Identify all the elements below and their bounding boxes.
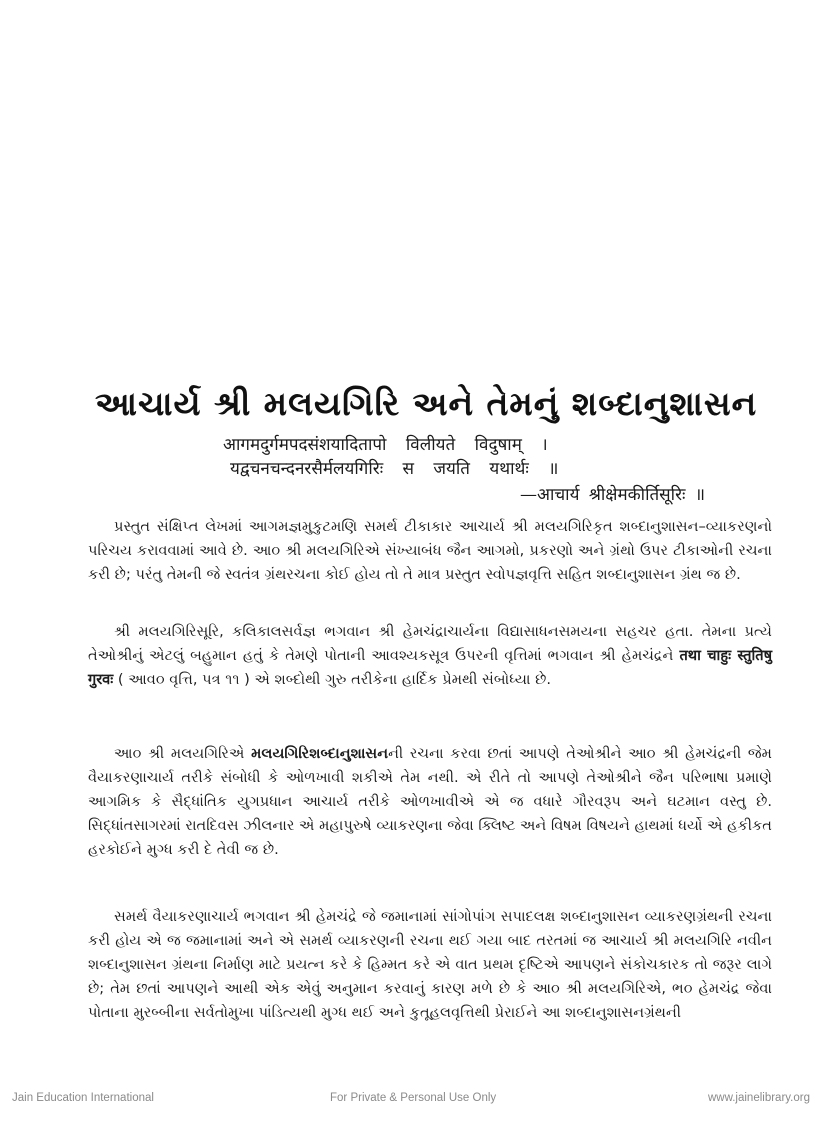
footer-publisher: Jain Education International bbox=[12, 1092, 154, 1104]
paragraph-3-text-end: ની રચના કરવા છતાં આપણે તેઓશ્રીને આ૦ શ્રી હેમચંદ્રની જેમ વૈયાકરણાચાર્ય તરીકે સંબોધી કે ઓળખાવી શકીએ તેમ નથી. એ રીતે તો આપણે તેઓશ્રીને જૈન પરિભાષા પ્રમાણે આગમિક કે સૈદ્ધાંતિક યુગપ્રધાન આચાર્ય તરીકે ઓળખાવીએ એ જ વધારે ગૌરવરૂપ અને ઘટમાન વસ્તુ છે. સિદ્ધાંતસાગરમાં રાતદિવસ ઝીલનાર એ મહાપુરુષે વ્યાકરણના જેવા ક્લિષ્ટ અને વિષમ વિષયને હાથમાં ધર્યો એ હકીકત હરકોઈને મુગ્ધ કરી દે તેવી જ છે. bbox=[88, 745, 772, 858]
footer-usage-notice: For Private & Personal Use Only bbox=[330, 1092, 497, 1104]
paragraph-1-text: પ્રસ્તુત સંક્ષિપ્ત લેખમાં આગમજ્ઞમુકુટમણિ સમર્થ ટીકાકાર આચાર્ય શ્રી મલયગિરિકૃત શબ્દાનુશાસન–વ્યાકરણનો પરિચય કરાવવામાં આવે છે. આ૦ શ્રી મલયગિરિએ સંખ્યાબંધ જૈન આગમો, પ્રકરણો અને ગ્રંથો ઉપર ટીકાઓની રચના કરી છે; પરંતુ તેમની જે સ્વતંત્ર ગ્રંથરચના કોઈ હોય તો તે માત્ર પ્રસ્તુત સ્વોપજ્ઞવૃત્તિ સહિત શબ્દાનુશાસન ગ્રંથ જ છે. bbox=[88, 518, 772, 583]
paragraph-2-text-start: શ્રી મલયગિરિસૂરિ, કલિકાલસર્વજ્ઞ ભગવાન શ્રી હેમચંદ્રાચાર્યના વિદ્યાસાધનસમયના સહચર હતા. તેમના પ્રત્યે તેઓશ્રીનું એટલું બહુમાન હતું કે તેમણે પોતાની આવશ્યકસૂત્ર ઉપરની વૃત્તિમાં ભગવાન શ્રી હેમચંદ્રને bbox=[88, 623, 772, 664]
footer-website: www.jainelibrary.org bbox=[707, 1092, 810, 1104]
paragraph-2 bbox=[88, 620, 772, 692]
verse-attribution: —आचार्य श्रीक्षेमकीर्तिसूरिः ॥ bbox=[520, 485, 706, 505]
verse-line-1: आगमदुर्गमपदसंशयादितापो विलीयते विदुषाम् । bbox=[223, 435, 548, 455]
paragraph-4 bbox=[88, 905, 772, 1025]
verse-line-2: यद्वचनचन्दनरसैर्मलयगिरिः स जयति यथार्थः ॥ bbox=[230, 459, 559, 479]
paragraph-3 bbox=[88, 742, 772, 862]
paragraph-3-text-start: આ૦ શ્રી મલયગિરિએ bbox=[114, 745, 252, 762]
sanskrit-quote: तथा चाहुः स्तुतिषु गुरवः bbox=[88, 647, 773, 688]
work-title-bold: મલયગિરિશબ્દાનુશાસન bbox=[251, 745, 389, 762]
paragraph-2-text-end: ( આવ૦ વૃત્તિ, પત્ર ૧૧ ) એ શબ્દોથી ગુરુ તરીકેના હાર્દિક પ્રેમથી સંબોધ્યા છે. bbox=[113, 671, 552, 688]
paragraph-4-text: સમર્થ વૈયાકરણાચાર્ય ભગવાન શ્રી હેમચંદ્રે જે જમાનામાં સાંગોપાંગ સપાદલક્ષ શબ્દાનુશાસન વ્યાકરણગ્રંથની રચના કરી હોય એ જ જમાનામાં અને એ સમર્થ વ્યાકરણની રચના થઈ ગયા બાદ તરતમાં જ આચાર્ય શ્રી મલયગિરિ નવીન શબ્દાનુશાસન ગ્રંથના નિર્માણ માટે પ્રયત્ન કરે કે હિમ્મત કરે એ વાત પ્રથમ દૃષ્ટિએ આપણને સંકોચકારક તો જરૂર લાગે છે; તેમ છતાં આપણને આથી એક એવું અનુમાન કરવાનું કારણ મળે છે કે આ૦ શ્રી મલયગિરિએ, ભ૦ હેમચંદ્ર જેવા પોતાના મુરબ્બીના સર્વતોમુખા પાંડિત્યથી મુગ્ધ થઈ અને કુતૂહલવૃત્તિથી પ્રેરાઈને આ શબ્દાનુશાસનગ્રંથની bbox=[88, 908, 773, 1021]
article-title: આચાર્ય શ્રી મલયગિરિ અને તેમનું શબ્દાનુશાસન bbox=[95, 384, 758, 424]
paragraph-1 bbox=[88, 515, 772, 587]
paragraph-2-text bbox=[88, 620, 772, 692]
paragraph-3-text bbox=[88, 742, 772, 862]
